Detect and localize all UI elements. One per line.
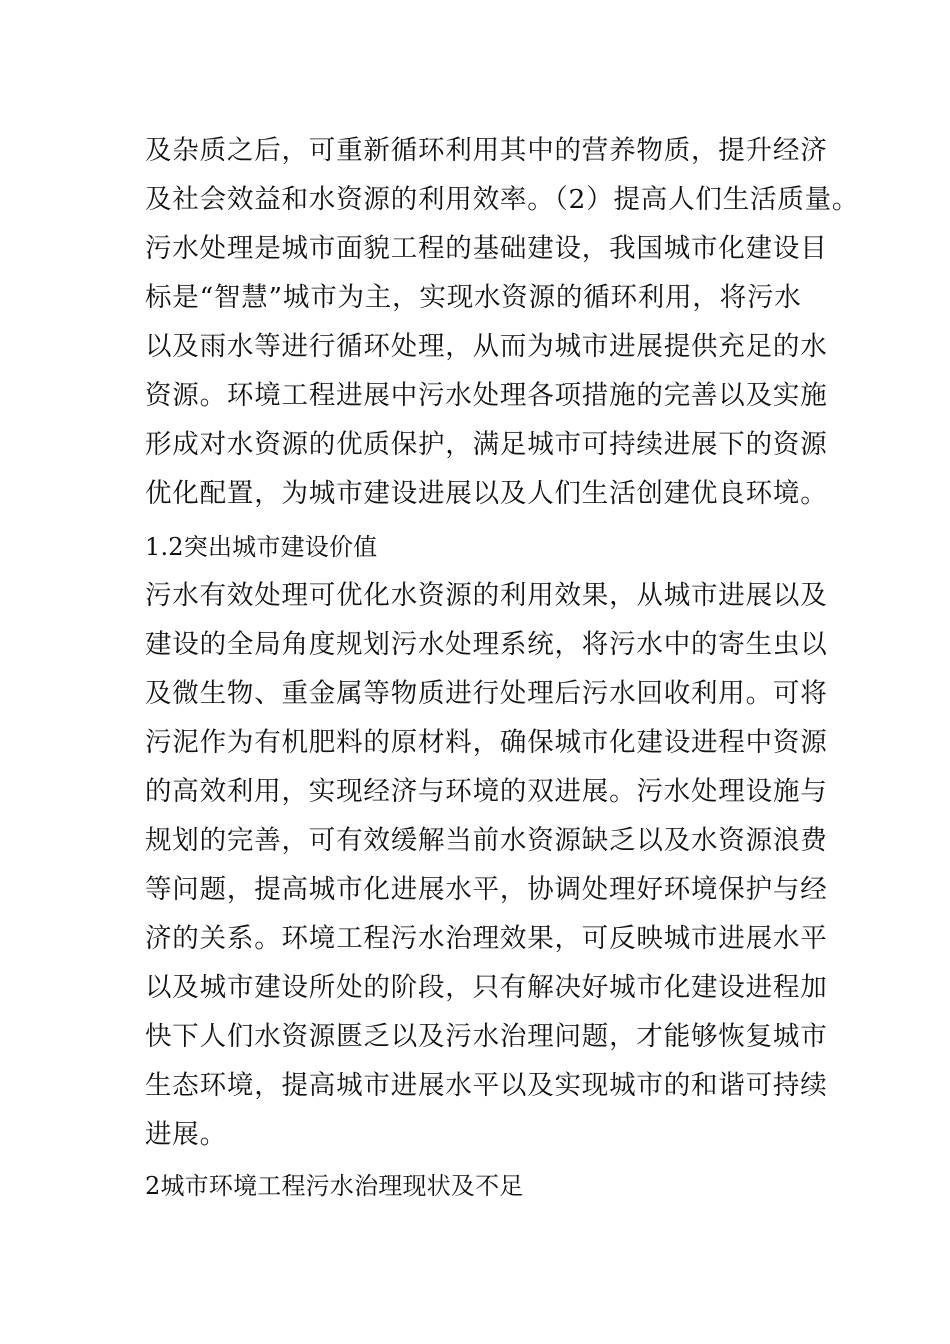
body-text-line: 的高效利用，实现经济与环境的双进展。污水处理设施与 (145, 776, 828, 807)
body-text-line: 及杂质之后，可重新循环利用其中的营养物质，提升经济 (145, 135, 828, 166)
body-text-line: 污水处理是城市面貌工程的基础建设，我国城市化建设目 (145, 233, 828, 264)
body-text-line: 生态环境，提高城市进展水平以及实现城市的和谐可持续 (145, 1070, 828, 1101)
body-text-line: 济的关系。环境工程污水治理效果，可反映城市进展水平 (145, 923, 828, 954)
body-text-line: 以及雨水等进行循环处理，从而为城市进展提供充足的水 (145, 331, 828, 362)
body-text-line: 优化配置，为城市建设进展以及人们生活创建优良环境。 (145, 478, 828, 509)
body-text-line: 规划的完善，可有效缓解当前水资源缺乏以及水资源浪费 (145, 825, 828, 856)
body-text-line: 标是“智慧”城市为主，实现水资源的循环利用，将污水 (145, 282, 802, 313)
body-text-line: 污水有效处理可优化水资源的利用效果，从城市进展以及 (145, 580, 828, 611)
body-text-line: 建设的全局角度规划污水处理系统，将污水中的寄生虫以 (145, 629, 828, 660)
body-text-line: 及微生物、重金属等物质进行处理后污水回收利用。可将 (145, 678, 828, 709)
body-text-line: 以及城市建设所处的阶段，只有解决好城市化建设进程加 (145, 972, 828, 1003)
body-text-line: 资源。环境工程进展中污水处理各项措施的完善以及实施 (145, 380, 828, 411)
body-text-line: 及社会效益和水资源的利用效率。（2）提高人们生活质量。 (145, 184, 860, 215)
body-text-line: 形成对水资源的优质保护，满足城市可持续进展下的资源 (145, 429, 828, 460)
body-text-line: 进展。 (145, 1119, 227, 1150)
section-heading: 2城市环境工程污水治理现状及不足 (145, 1172, 524, 1200)
body-text-line: 污泥作为有机肥料的原材料，确保城市化建设进程中资源 (145, 727, 828, 758)
body-text-line: 等问题，提高城市化进展水平，协调处理好环境保护与经 (145, 874, 828, 905)
section-heading: 1.2突出城市建设价值 (145, 533, 378, 561)
body-text-line: 快下人们水资源匮乏以及污水治理问题，才能够恢复城市 (145, 1021, 828, 1052)
